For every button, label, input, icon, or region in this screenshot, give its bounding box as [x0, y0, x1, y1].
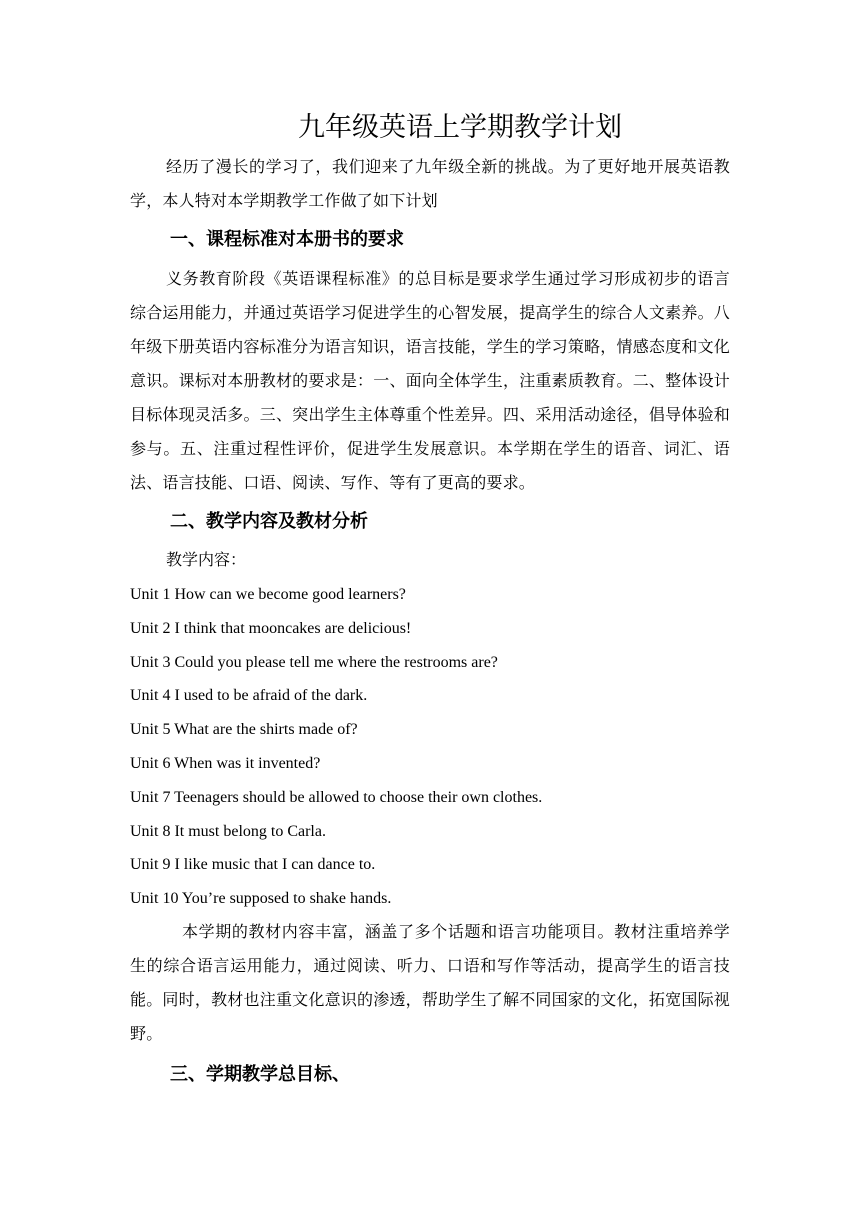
unit-list: [130, 580, 542, 918]
list-item: Unit 3 Could you please tell me where the restrooms are?: [130, 653, 498, 671]
list-item: Unit 1 How can we become good learners?: [130, 586, 406, 603]
list-item: Unit 9 I like music that I can dance to.: [130, 856, 376, 874]
list-item: Unit 4 I used to be afraid of the dark.: [130, 687, 368, 705]
teaching-content-label: 教学内容：: [166, 550, 247, 569]
document-title: 九年级英语上学期教学计划: [298, 112, 622, 143]
list-item: Unit 2 I think that mooncakes are delicious!: [130, 619, 412, 637]
section-heading-semester-goals: 三、学期教学总目标、: [170, 1064, 350, 1085]
list-item: Unit 5 What are the shirts made of?: [130, 721, 358, 739]
list-item: Unit 8 It must belong to Carla.: [130, 822, 326, 840]
list-item: Unit 7 Teenagers should be allowed to choose their own clothes.: [130, 788, 543, 806]
list-item: Unit 6 When was it invented?: [130, 754, 321, 772]
curriculum-standards-paragraph: 义务教育阶段《英语课程标准》的总目标是要求学生通过学习形成初步的语言综合运用能力，并通过英语学习促进学生的心智发展，提高学生的综合人文素养。八年级下册英语内容标准分为语言知识，语言技能，学生的学习策略，情感态度和文化意识。课标对本册教材的要求是：一、面向全体学生，注重素质教育。二、整体设计目标体现灵活多。三、突出学生主体尊重个性差异。四、采用活动途径，倡导体验和参与。五、注重过程性评价，促进学生发展意识。本学期在学生的语音、词汇、语法、语言技能、口语、阅读、写作、等有了更高的要求。: [130, 269, 730, 492]
section-heading-curriculum-standards: 一、课程标准对本册书的要求: [170, 229, 404, 250]
intro-paragraph: 经历了漫长的学习了，我们迎来了九年级全新的挑战。为了更好地开展英语教学，本人特对本学期教学工作做了如下计划: [130, 157, 730, 210]
list-item: Unit 10 You’re supposed to shake hands.: [130, 890, 392, 908]
textbook-analysis-paragraph: 本学期的教材内容丰富，涵盖了多个话题和语言功能项目。教材注重培养学生的综合语言运用能力，通过阅读、听力、口语和写作等活动，提高学生的语言技能。同时，教材也注重文化意识的渗透，帮助学生了解不同国家的文化，拓宽国际视野。: [130, 922, 730, 1043]
section-heading-teaching-content: 二、教学内容及教材分析: [170, 511, 368, 532]
